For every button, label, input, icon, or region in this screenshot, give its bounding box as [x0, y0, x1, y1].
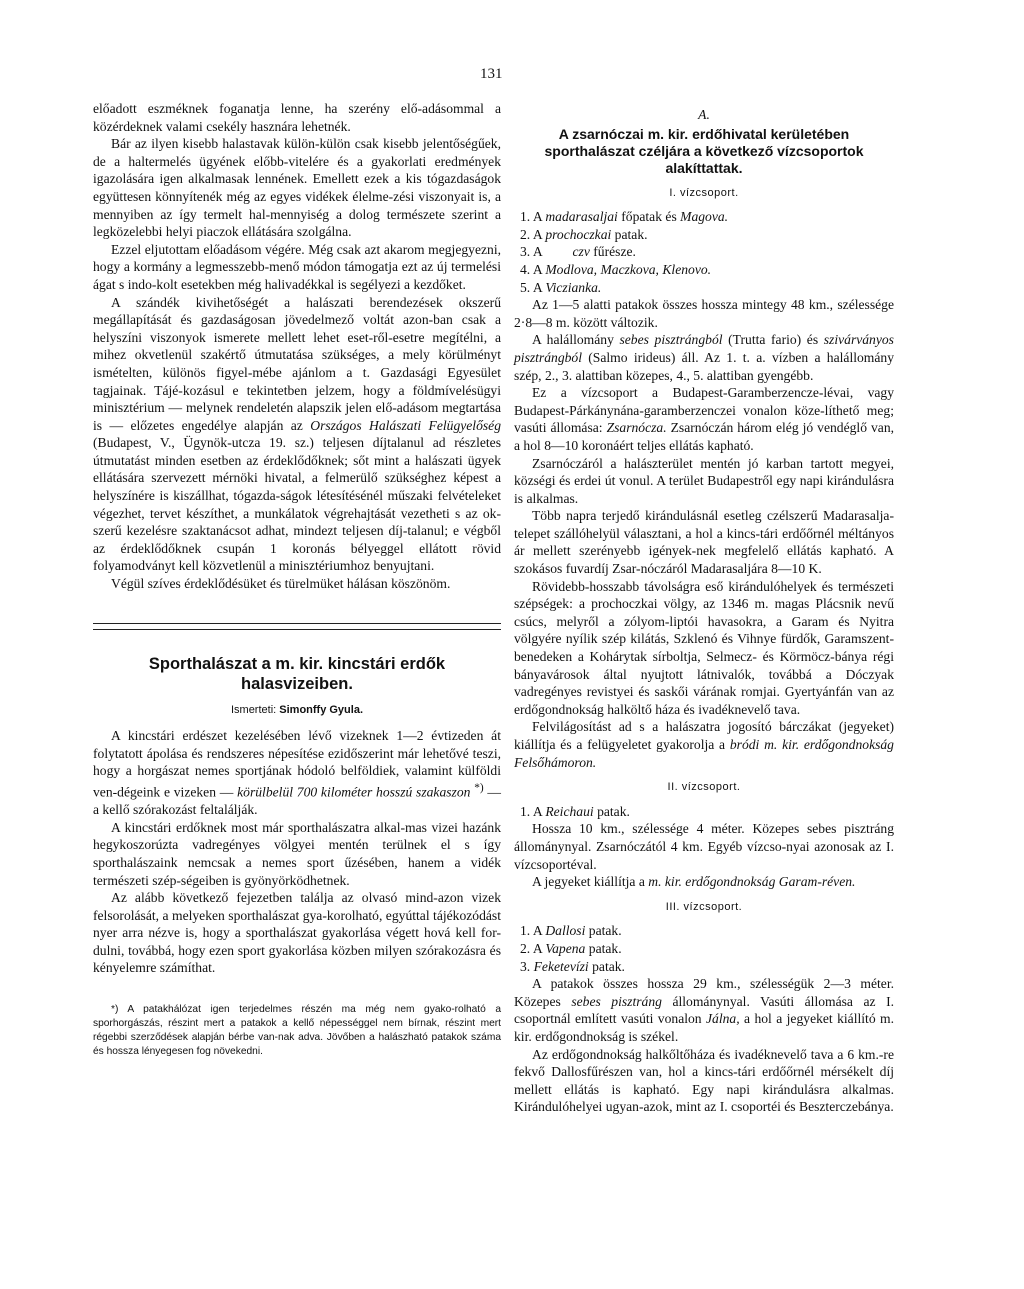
footnote-mark: *): [474, 782, 484, 794]
item-number: 4. A: [520, 261, 542, 277]
article-title: Sporthalászat a m. kir. kincstári erdők halasvizeiben.: [148, 654, 446, 693]
page-number: 131: [480, 66, 503, 82]
italic-text: bródi m. kir. erdőgondnokság Felsőhámoron.: [514, 737, 894, 770]
text-run: a hol a jegyeket kiállító m. kir. erdőgondnokság is székel.: [514, 1011, 894, 1044]
left-column: [93, 100, 501, 1059]
item-name: Dallosi: [545, 923, 586, 939]
group-heading: I. vízcsoport.: [669, 186, 739, 199]
list-item: [514, 261, 894, 279]
item-rest: patak.: [614, 226, 648, 242]
item-number: 1. A: [520, 803, 542, 819]
list-item: [514, 243, 894, 261]
italic-text: sebes pisztrángból: [619, 332, 723, 348]
author-prefix: Ismerteti:: [230, 703, 277, 716]
list-item: [514, 226, 894, 244]
item-number: 2. A: [520, 940, 542, 956]
italic-text: szivárványos pisztrángból: [514, 332, 894, 365]
item-number: 3.: [520, 958, 531, 974]
italic-text: körülbelül 700 kilométer hosszú szakaszon: [237, 784, 471, 800]
item-name: Feketevízi: [533, 958, 589, 974]
text-run: (Salmo irideus) áll. Az 1. t. a. vízben a halállomány szép, 2., 3. alattiban közepes, 4., 5. alattiban gyengébb.: [514, 349, 894, 383]
italic-text: sebes pisztráng: [571, 993, 662, 1009]
text-run: A kincstári erdészet kezelésében lévő vizeknek 1—2 évtizeden át folytatott ápolása és rendszeres népesítése ezidőszerint már lehetővé teszi, hogy a horgászat nemes sportjának hódoló belföldiek, valamint külföldi ven-dégeink e vizeken —: [93, 728, 501, 800]
item-number: 1. A: [520, 923, 542, 939]
paragraph: Hossza 10 km., szélessége 4 méter. Közepes sebes pisztráng állománynyal. Zsarnóczától 4 km. Egyéb vízcso-nyai azonosak az I. vízcsoportéval.: [514, 821, 894, 872]
paragraph: [93, 727, 501, 819]
item-rest: patak.: [588, 923, 622, 939]
item-number: 2. A: [520, 226, 542, 242]
item-rest: patak.: [588, 940, 622, 956]
item-name: Magova.: [680, 209, 729, 225]
list-item: [514, 940, 894, 958]
author-line: [93, 702, 501, 720]
list-item: [514, 958, 894, 976]
group-heading: II. vízcsoport.: [667, 781, 741, 794]
paragraph: [514, 873, 894, 891]
item-name: Modlova, Maczkova, Klenovo.: [545, 261, 712, 277]
paragraph: Az 1—5 alatti patakok összes hossza mintegy 48 km., szélessége 2·8—8 m. között változik.: [514, 297, 894, 330]
paragraph: Az alább következő fejezetben találja az olvasó mind-azon vizek felsorolását, a melyeken sporthalászat gya-korolható, egyúttal tájékozódást nyer arra nézve is, hogy a sporthalászat gyakorlása végett hová kell for-dulni, továbbá, hogy ezen sport gyakorlása közben milyen szórakozásra és kényelemre számíthat.: [93, 890, 501, 976]
section-letter: A.: [698, 107, 710, 122]
text-run: — a kellő szórakozást feltalálják.: [93, 784, 501, 818]
paragraph: Rövidebb-hosszabb távolságra eső kirándulóhelyek és természeti szépségek: a prochoczkai völgy, az 1346 m. magas Plácsnik nevű csúcs, melyről a zólyom-liptói havasokra, a Garam és Nyitra völgyére nyílik szép kilátás, Szklenó és Vihnye fürdők, Garamszent-benedeken a Kohárytak sírboltja, Selmecz- és Körmöcz-bánya régi bányavárosok által nyujtott látnivalók, továbbá a Dóczyak vadregényes revistyei és saskői várának romjai. Gyertyánfán van az erdőgondnokság halköltő háza és ivadéknevelő tava.: [514, 578, 894, 717]
paragraph: A kincstári erdőknek most már sporthalászatra alkal-mas vizei hazánk hegykoszorúzta vadregényes völgyei mentén terülnek el s így sporthalászaink nemcsak a nemes sport űzésében, hanem a vidék természeti szép-ségeiben is gyönyörködhetnek.: [93, 819, 501, 888]
text-run: állománynyal. Vasúti állomása az I. csoportnál említett vasúti vonalon: [514, 993, 894, 1027]
paragraph: Több napra terjedő kirándulásnál esetleg czélszerű Madarasalja-telepet szállóhelyül választani, a hol a kincs-tári erdőőrnél méltányos ár mellett szerényebb igények-nek megfelelő ellátás kapható. A szokásos fuvardíj Zsar-nóczáról Madarasaljára 8—10 K.: [514, 508, 894, 577]
paragraph: Ezzel eljutottam előadásom végére. Még csak azt akarom megjegyezni, hogy a kormány a legmesszebb-menő módon támogatja ezt az új termelési ágat s indo-kolt esetekben még halivadékkal is segélyezi a kezdőket.: [93, 241, 501, 292]
italic-text: m. kir. erdőgondnokság Garam-réven.: [648, 874, 856, 890]
section-divider: [93, 623, 501, 630]
paragraph: [93, 294, 501, 576]
list-item: [514, 279, 894, 297]
text-run: Ez a vízcsoport a Budapest-Garamberzencze-lévai, vagy Budapest-Párkánynána-garamberzenczei vonalon köze-líthető meg; vasúti állomása:: [514, 385, 894, 436]
text-run: Zsarnóczán három elég jó vendéglő van, a hol 8—10 koronáért teljes ellátás kapható.: [514, 420, 895, 453]
text-run: (Trutta fario) és: [728, 332, 819, 348]
item-rest: fűrésze.: [593, 244, 636, 260]
list-item: [514, 803, 894, 821]
italic-text: Jálna,: [706, 1011, 740, 1027]
item-rest: főpatak és: [621, 209, 677, 225]
italic-text: Zsarnócza.: [606, 420, 667, 436]
text-run: A patakok összes hossza 29 km., szélességük 2—3 méter. Közepes: [514, 976, 894, 1009]
item-name: madarasaljai: [545, 209, 618, 225]
item-name: Reichaui: [545, 803, 594, 819]
text-run: (Budapest, V., Ügynök-utcza 19. sz.) teljesen díjtalanul ad részletes útmutatást minden esetben az érdeklődőknek; sőt mint a halászati ügyek ellátására szervezett mérnöki hivatal, a felmerülő szükséghez képest a helyszínére is kiszállhat, tógazda-ságok létesítésénél műszaki felvételeket végezhet, tervet készíthet, a munkálatok végrehajtását vezetheti s az ok-szerű kezelésre szaktanácsot adhat, mindezt teljesen díj-talanul; e végből az érdeklődőknek csupán 1 koronás bélyeggel ellátott rövid folyamodványt kell közvetlenül a minisztériumhoz benyujtani.: [93, 435, 501, 574]
item-number: 1. A: [520, 209, 542, 225]
text-run: A szándék kivihetőségét a halászati berendezések okszerű megállapítását és gazdaságosan jövedelmező voltát azon-ban csak a helyszíni viszonyok ismerete mellett lehet eset-ről-esetre megítélni, a mihez okvetlenül szakértő útmutatása szükséges, a mely körülményt ismételten, különös figyel-mébe ajánlom a t. Gazdasági Egyesület tagjainak. Tájé-kozásul e tekintetben jelzem, hogy a földmívelésügyi minisztérium — melynek rendeletén alapszik jelen elő-adásom megtartása is — előzetes engedélye alapján az: [93, 294, 501, 433]
paragraph: Végül szíves érdeklődésüket és türelmüket hálásan köszönöm.: [111, 576, 451, 592]
paragraph: [514, 331, 894, 384]
paragraph: [514, 975, 894, 1045]
list-item: [514, 208, 894, 226]
list-item: [514, 922, 894, 940]
paragraph: [514, 718, 894, 771]
item-name: Viczianka.: [545, 279, 602, 295]
text-run: A halállomány: [532, 332, 614, 348]
item-name: prochoczkai: [545, 226, 612, 242]
paragraph: [514, 384, 894, 454]
text-run: A jegyeket kiállítja a: [532, 874, 645, 890]
paragraph: Bár az ilyen kisebb halastavak külön-külön csak kisebb jelentőségűek, de a haltermelés ügyének előbb-vitelére és a gyakorlati eredmények igazolására igen alkalmasak lennének. Emellett ezek a kis tógazdaságok együttesen könnyítenék még az egyes vidékek élelme-zési viszonyait is, a mennyiben az így termelt hal-mennyiség a dolog természete szerint a legközelebbi helyi piaczok ellátására szolgálna.: [93, 136, 501, 240]
italic-text: Országos Halászati Felügyelőség: [310, 417, 501, 433]
item-name: czv: [572, 244, 590, 260]
footnote: *) A patakhálózat igen terjedelmes részén ma még nem gyako-rolható a sporhorgászás, részint mert a patakok a kellő népességgel nem bírnak, részint mert régebbi szerződések alapján bérbe van-nak adva. Jövőben a halászható patakok száma és hossza lényegesen fog növekedni.: [93, 1004, 501, 1058]
paragraph: előadott eszméknek foganatja lenne, ha szerény elő-adásommal a közérdeknek valami csekély hasznára lehetnék.: [93, 101, 501, 134]
text-run: Felvilágosítást ad s a halászatra jogosító bárczákat (jegyeket) kiállítja és a felügyeletet gyakorolja a: [514, 719, 894, 752]
item-name: Vapena: [545, 940, 586, 956]
group-heading: III. vízcsoport.: [665, 900, 743, 913]
section-heading: A zsarnóczai m. kir. erdőhivatal kerületében sporthalászat czéljára a következő vízcsoportok alakíttattak.: [544, 125, 864, 176]
author-name: Simonffy Gyula.: [279, 703, 364, 716]
paragraph: Az erdőgondnokság halkőltőháza és ivadéknevelő tava a 6 km.-re fekvő Dallosfűrészen van, hol a kincs-tári erdőőrnél mérsékelt díj mellett ellátás is kapható. Egy napi kirándulásra alkalmas. Kirándulóhelyei ugyan-azok, mint az I. csoportéi és Beszterczebánya.: [514, 1046, 894, 1115]
item-rest: patak.: [592, 958, 625, 974]
right-column: [514, 100, 894, 1116]
item-rest: patak.: [597, 803, 630, 819]
item-number: 5. A: [520, 279, 542, 295]
item-number: 3. A: [520, 244, 542, 260]
paragraph: Zsarnóczáról a halászterület mentén jó karban tartott megyei, községi és erdei út vonul. A terület Budapestről egy napi kirándulásra is alkalmas.: [514, 455, 894, 506]
